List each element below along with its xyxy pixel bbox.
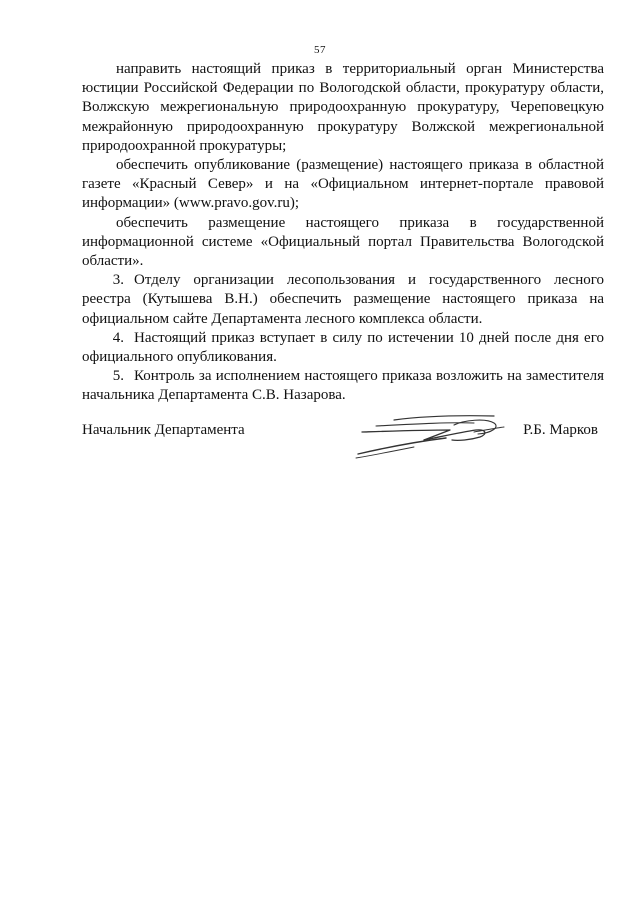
signature-block	[82, 418, 604, 478]
paragraph-3	[82, 214, 604, 272]
paragraph-text: обеспечить размещение настоящего приказа в государственной информационной системе «Официальный портал Правительства Вологодской области».	[82, 214, 604, 270]
paragraph-text: направить настоящий приказ в территориальный орган Министерства юстиции Российской Федерации по Вологодской области, прокуратуру области, Волжскую межрегиональную природоохранную прокуратуру, Череповецкую межрайонную природоохранную прокуратуру Волжской межрегиональной природоохранной прокуратуры;	[82, 61, 604, 154]
paragraph-item-3	[82, 271, 604, 329]
signatory-name: Р.Б. Марков	[523, 422, 598, 438]
document-body	[82, 60, 604, 406]
paragraph-text: Настоящий приказ вступает в силу по истечении 10 дней после дня его официального опубликования.	[82, 329, 604, 366]
paragraph-1	[82, 60, 604, 156]
paragraph-item-5	[82, 367, 604, 405]
paragraph-item-4	[82, 329, 604, 367]
paragraph-2	[82, 156, 604, 214]
page-number: 57	[314, 44, 326, 56]
paragraph-text: Контроль за исполнением настоящего приказа возложить на заместителя начальника Департамента С.В. Назарова.	[82, 368, 604, 404]
signatory-title: Начальник Департамента	[82, 422, 245, 438]
handwritten-signature	[354, 410, 524, 466]
item-number: 5.	[112, 368, 124, 385]
paragraph-text: Отделу организации лесопользования и государственного лесного реестра (Кутышева В.Н.) обеспечить размещение настоящего приказа на официальном сайте Департамента лесного комплекса области.	[82, 272, 604, 327]
paragraph-text: обеспечить опубликование (размещение) настоящего приказа в областной газете «Красный Север» и на «Официальном интернет-портале правовой информации» (www.pravo.gov.ru);	[82, 157, 604, 212]
item-number: 4.	[112, 329, 124, 346]
item-number: 3.	[112, 272, 124, 289]
